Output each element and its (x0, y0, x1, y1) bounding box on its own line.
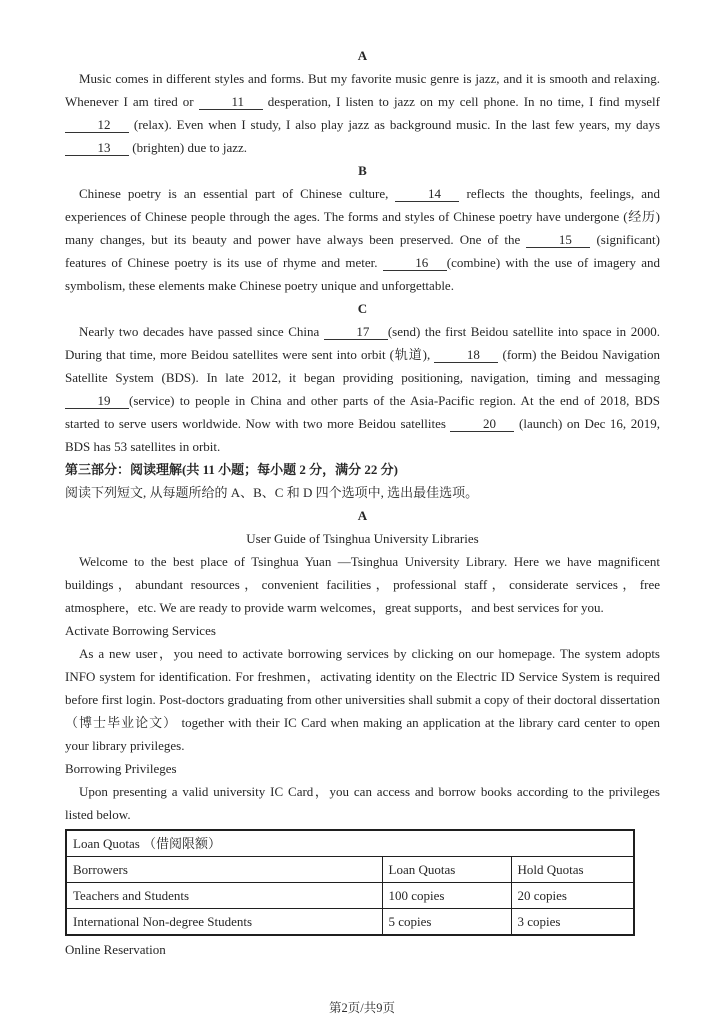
cloze-blank-20: 20 (450, 416, 514, 432)
cloze-blank-11: 11 (199, 94, 263, 110)
cloze-blank-13: 13 (65, 140, 129, 156)
section-heading-c: C (357, 301, 368, 316)
cloze-blank-14: 14 (395, 186, 459, 202)
table-cell-borrower: Teachers and Students (66, 883, 382, 909)
activate-services-paragraph: As a new user，you need to activate borrowing services by clicking on our homepage. The system adopts INFO system for identification. For freshmen，activating identity on the Electric ID Service System is required before first login. Post-doctors graduating from other universities shall submit a copy of their doctoral dissertation （博士毕业论文） together with their IC Card when making an application at the library card center to open your library privileges. (65, 646, 660, 753)
activate-services-subhead: Activate Borrowing Services (65, 623, 216, 638)
table-cell-loan: 100 copies (382, 883, 511, 909)
table-cell-borrower: International Non-degree Students (66, 909, 382, 936)
reading-section-heading-a: A (357, 508, 368, 523)
section-heading-a: A (357, 48, 368, 63)
cloze-blank-16: 16 (383, 255, 447, 271)
table-header-loan-quotas: Loan Quotas (382, 857, 511, 883)
section-heading-b: B (358, 163, 367, 178)
passage-title: User Guide of Tsinghua University Libraries (246, 531, 479, 546)
grammar-paragraph-a: Music comes in different styles and forms. But my favorite music genre is jazz, and it is smooth and relaxing. Whenever I am tired or 11 desperation, I listen to jazz on my cell phone. In no time, I find myself 12 (relax). Even when I study, I also play jazz as background music. In the last few years, my days 13 (brighten) due to jazz. (65, 71, 660, 155)
table-row (66, 883, 634, 909)
table-cell-hold: 3 copies (511, 909, 634, 936)
cloze-blank-18: 18 (434, 347, 498, 363)
table-header-hold-quotas: Hold Quotas (511, 857, 634, 883)
cloze-blank-15: 15 (526, 232, 590, 248)
page-number-footer: 第2页/共9页 (329, 1001, 395, 1015)
cloze-blank-12: 12 (65, 117, 129, 133)
cloze-blank-17: 17 (324, 324, 388, 340)
part3-instruction: 阅读下列短文, 从每题所给的 A、B、C 和 D 四个选项中, 选出最佳选项。 (65, 485, 479, 500)
table-caption-cell: Loan Quotas （借阅限额） (66, 830, 634, 857)
welcome-paragraph: Welcome to the best place of Tsinghua Yuan —Tsinghua University Library. Here we have magnificent buildings，abundant resources，convenient facilities，professional staff，considerate services，free atmosphere，etc. We are ready to provide warm welcomes，great supports，and best services for you. (65, 554, 660, 615)
table-row (66, 909, 634, 936)
part3-title: 第三部分：阅读理解(共 11 小题；每小题 2 分，满分 22 分) (65, 462, 398, 477)
borrowing-privileges-subhead: Borrowing Privileges (65, 761, 177, 776)
online-reservation-subhead: Online Reservation (65, 942, 166, 957)
table-header-row (66, 857, 634, 883)
table-caption-row (66, 830, 634, 857)
grammar-paragraph-c: Nearly two decades have passed since China 17 (send) the first Beidou satellite into space in 2000. During that time, more Beidou satellites were sent into orbit (轨道), 18 (form) the Beidou Navigation Satellite System (BDS). In late 2012, it began providing positioning, navigation, timing and messaging 19 (service) to people in China and other parts of the Asia-Pacific region. At the end of 2018, BDS started to serve users worldwide. Now with two more Beidou satellites 20 (launch) on Dec 16, 2019, BDS has 53 satellites in orbit. (65, 324, 660, 454)
cloze-blank-19: 19 (65, 393, 129, 409)
grammar-paragraph-b: Chinese poetry is an essential part of Chinese culture, 14 reflects the thoughts, feelings, and experiences of Chinese people through the ages. The forms and styles of Chinese poetry have undergone (经历) many changes, but its beauty and power have always been preserved. One of the 15 (significant) features of Chinese poetry is its use of rhyme and meter. 16 (combine) with the use of imagery and symbolism, these elements make Chinese poetry unique and unforgettable. (65, 186, 661, 293)
table-cell-loan: 5 copies (382, 909, 511, 936)
table-cell-hold: 20 copies (511, 883, 634, 909)
loan-quotas-table (65, 829, 635, 936)
borrowing-privileges-paragraph: Upon presenting a valid university IC Card，you can access and borrow books according to the privileges listed below. (65, 784, 660, 822)
table-header-borrowers: Borrowers (66, 857, 382, 883)
